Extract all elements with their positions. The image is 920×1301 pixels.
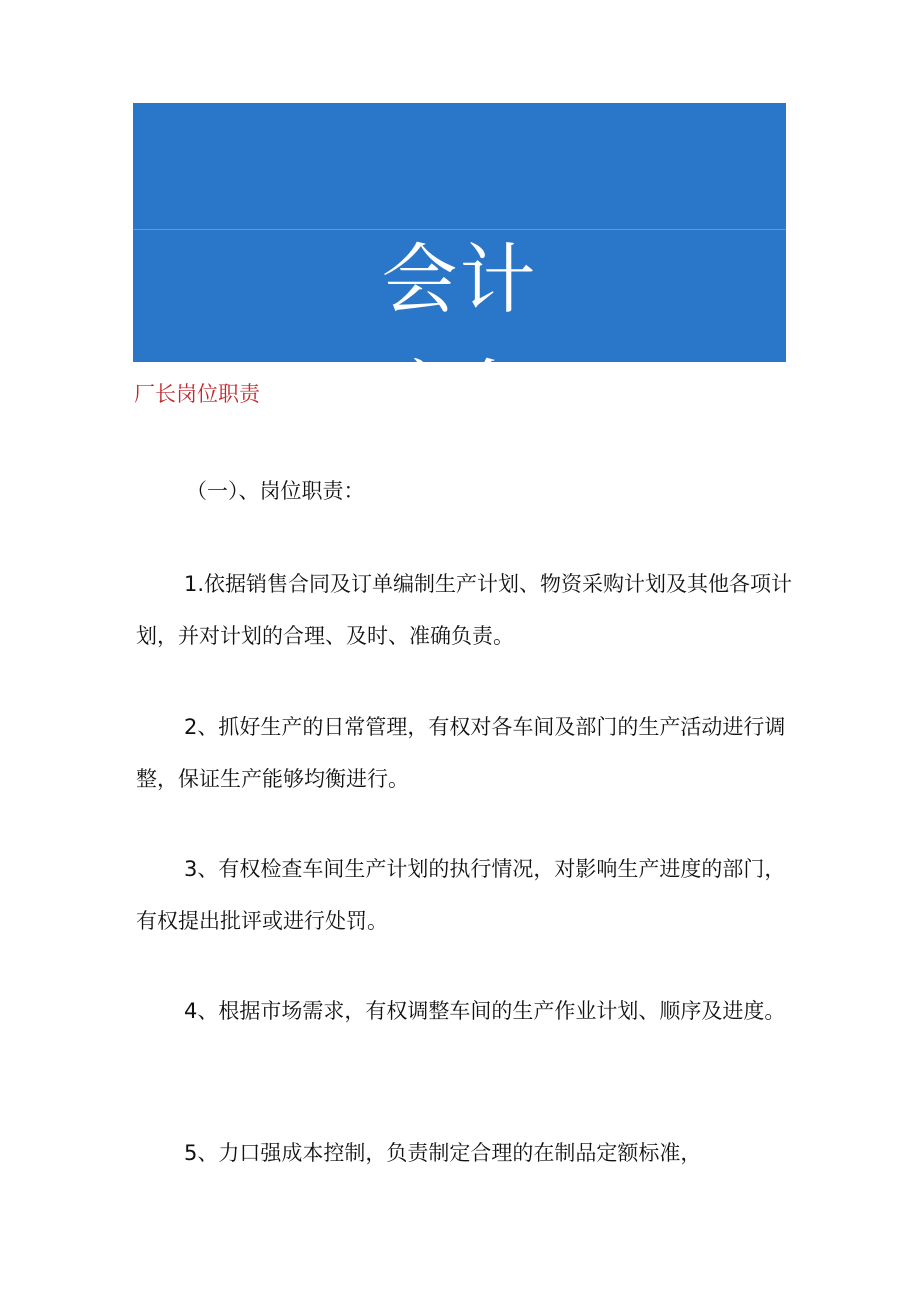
duty-paragraph-4: 4、根据市场需求，有权调整车间的生产作业计划、顺序及进度。 (184, 999, 786, 1023)
duty-paragraph-2: 2、抓好生产的日常管理，有权对各车间及部门的生产活动进行调整，保证生产能够均衡进行。 (136, 715, 786, 791)
banner-title-line-1: 会计 (381, 235, 538, 324)
duty-paragraph-5: 5、力口强成本控制，负责制定合理的在制品定额标准， (184, 1141, 702, 1165)
document-title: 厂长岗位职责 (134, 382, 260, 406)
section-heading: （一）、岗位职责： (186, 479, 365, 503)
duty-paragraph-3: 3、有权检查车间生产计划的执行情况，对影响生产进度的部门，有权提出批评或进行处罚。 (136, 857, 786, 933)
banner-title-line-2: 实务 (381, 351, 538, 440)
banner-divider (133, 229, 786, 230)
duty-paragraph-1: 1.依据销售合同及订单编制生产计划、物资采购计划及其他各项计划，并对计划的合理、及时、准确负责。 (136, 572, 793, 648)
